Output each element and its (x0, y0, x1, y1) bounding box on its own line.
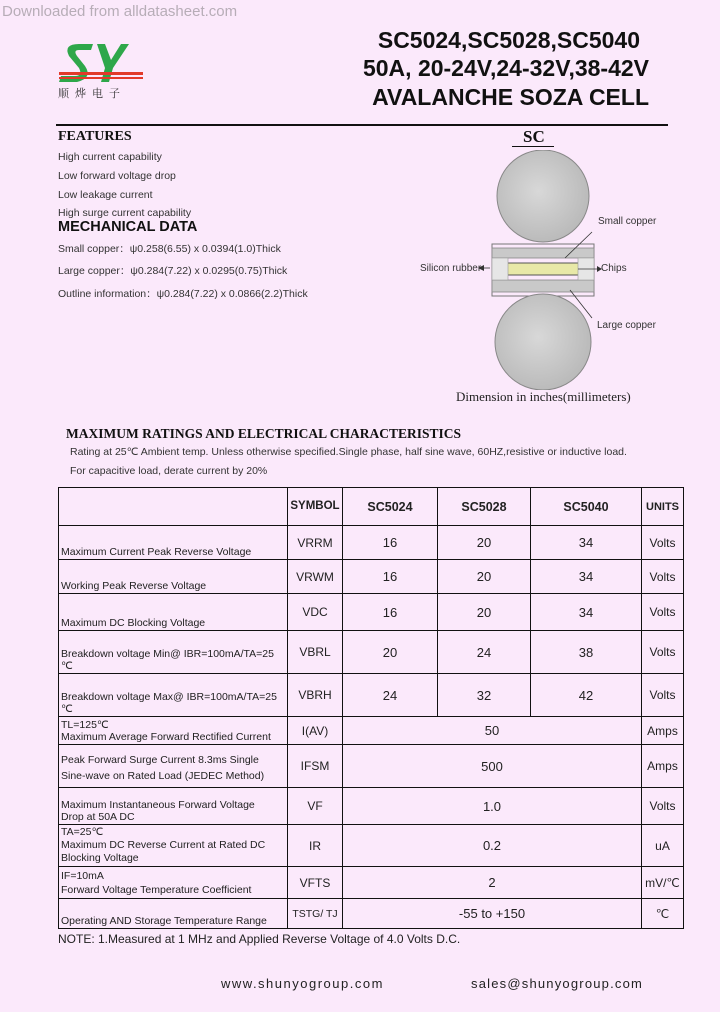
company-logo (55, 38, 155, 100)
param-cell: Maximum Instantaneous Forward Voltage Drop at 50A DC (59, 788, 288, 825)
header-divider (56, 124, 668, 126)
dimension-caption: Dimension in inches(millimeters) (456, 389, 631, 404)
unit-cell: Volts (642, 788, 684, 825)
small-copper-disc (497, 150, 589, 242)
symbol-cell: TSTG/ TJ (288, 899, 343, 929)
feature-item: Low leakage current (58, 189, 153, 201)
param-cell: Maximum Current Peak Reverse Voltage (59, 526, 288, 560)
table-row (59, 631, 684, 674)
mechanical-item: Small copper：ψ0.258(6.55) x 0.0394(1.0)Thick (58, 243, 281, 255)
value-cell: 20 (343, 631, 438, 674)
value-cell: 2 (343, 867, 642, 899)
chips-label: Chips (601, 263, 627, 274)
value-cell: 1.0 (343, 788, 642, 825)
table-row (59, 560, 684, 594)
table-footnote: NOTE: 1.Measured at 1 MHz and Applied Reverse Voltage of 4.0 Volts D.C. (58, 932, 461, 946)
value-cell: 50 (343, 717, 642, 745)
value-cell: 20 (438, 526, 531, 560)
unit-cell: Amps (642, 717, 684, 745)
logo-chinese-text: 顺烨电子 (58, 88, 126, 100)
value-cell: 0.2 (343, 825, 642, 867)
symbol-cell: VBRL (288, 631, 343, 674)
header-blank (59, 488, 288, 526)
ratings-note: For capacitive load, derate current by 20% (70, 465, 268, 477)
header-sc5028: SC5028 (438, 488, 531, 526)
unit-cell: Volts (642, 631, 684, 674)
header-sc5024: SC5024 (343, 488, 438, 526)
param-cell: Breakdown voltage Max@ IBR=100mA/TA=25 ℃ (59, 674, 288, 717)
ratings-heading: MAXIMUM RATINGS AND ELECTRICAL CHARACTERISTICS (66, 426, 462, 441)
value-cell: 24 (343, 674, 438, 717)
value-cell: 34 (531, 560, 642, 594)
param-cell: Maximum DC Blocking Voltage (59, 594, 288, 631)
unit-cell: mV/℃ (642, 867, 684, 899)
header-symbol: SYMBOL (288, 488, 343, 526)
table-row (59, 717, 684, 745)
large-copper-label: Large copper (597, 320, 656, 331)
value-cell: 20 (438, 560, 531, 594)
table-row (59, 594, 684, 631)
value-cell: 16 (343, 594, 438, 631)
mechanical-item: Large copper：ψ0.284(7.22) x 0.0295(0.75)Thick (58, 265, 288, 277)
value-cell: 16 (343, 526, 438, 560)
value-cell: 34 (531, 594, 642, 631)
symbol-cell: VDC (288, 594, 343, 631)
param-cell: TL=125℃ Maximum Average Forward Rectified Current (59, 717, 288, 745)
unit-cell: Amps (642, 745, 684, 788)
value-cell: -55 to +150 (343, 899, 642, 929)
symbol-cell: VBRH (288, 674, 343, 717)
table-row (59, 867, 684, 899)
ratings-table (58, 487, 684, 929)
value-cell: 20 (438, 594, 531, 631)
package-label-underline (512, 146, 554, 147)
value-cell: 42 (531, 674, 642, 717)
symbol-cell: VRRM (288, 526, 343, 560)
unit-cell: Volts (642, 594, 684, 631)
table-row (59, 788, 684, 825)
table-row (59, 899, 684, 929)
unit-cell: Volts (642, 674, 684, 717)
symbol-cell: IR (288, 825, 343, 867)
ratings-note: Rating at 25℃ Ambient temp. Unless otherwise specified.Single phase, half sine wave, 60HZ,resistive or inductive load. (70, 446, 627, 458)
footer-email[interactable]: sales@shunyogroup.com (471, 976, 644, 991)
package-label: SC (523, 127, 545, 146)
symbol-cell: I(AV) (288, 717, 343, 745)
header-units: UNITS (642, 488, 684, 526)
table-row (59, 674, 684, 717)
symbol-cell: VFTS (288, 867, 343, 899)
silicon-rubber-label: Silicon rubber (420, 263, 482, 274)
value-cell: 16 (343, 560, 438, 594)
value-cell: 34 (531, 526, 642, 560)
value-cell: 32 (438, 674, 531, 717)
chip-layer (507, 263, 579, 275)
param-cell: Operating AND Storage Temperature Range (59, 899, 288, 929)
value-cell: 500 (343, 745, 642, 788)
symbol-cell: VF (288, 788, 343, 825)
symbol-cell: IFSM (288, 745, 343, 788)
table-row (59, 745, 684, 788)
large-copper-disc (495, 294, 591, 390)
feature-item: High surge current capability (58, 207, 192, 219)
value-cell: 24 (438, 631, 531, 674)
value-cell: 38 (531, 631, 642, 674)
param-cell: IF=10mA Forward Voltage Temperature Coefficient (59, 867, 288, 899)
footer-website[interactable]: www.shunyogroup.com (221, 976, 384, 991)
param-cell: TA=25℃ Maximum DC Reverse Current at Rated DC Blocking Voltage (59, 825, 288, 867)
unit-cell: uA (642, 825, 684, 867)
table-header-row (59, 488, 684, 526)
symbol-cell: VRWM (288, 560, 343, 594)
features-heading: FEATURES (58, 129, 132, 144)
mechanical-heading: MECHANICAL DATA (58, 219, 198, 235)
param-cell: Breakdown voltage Min@ IBR=100mA/TA=25 ℃ (59, 631, 288, 674)
table-row (59, 526, 684, 560)
unit-cell: Volts (642, 526, 684, 560)
small-copper-label: Small copper (598, 216, 657, 227)
unit-cell: ℃ (642, 899, 684, 929)
part-numbers-title: SC5024,SC5028,SC5040 (377, 27, 640, 53)
unit-cell: Volts (642, 560, 684, 594)
product-type-title: AVALANCHE SOZA CELL (372, 84, 649, 110)
table-row (59, 825, 684, 867)
ratings-title: 50A, 20-24V,24-32V,38-42V (362, 55, 649, 81)
feature-item: High current capability (58, 151, 162, 163)
param-cell: Peak Forward Surge Current 8.3ms Single Sine-wave on Rated Load (JEDEC Method) (59, 745, 288, 788)
mechanical-item: Outline information：ψ0.284(7.22) x 0.0866(2.2)Thick (58, 288, 308, 300)
watermark-text: Downloaded from alldatasheet.com (2, 3, 238, 20)
header-sc5040: SC5040 (531, 488, 642, 526)
param-cell: Working Peak Reverse Voltage (59, 560, 288, 594)
feature-item: Low forward voltage drop (58, 170, 176, 182)
